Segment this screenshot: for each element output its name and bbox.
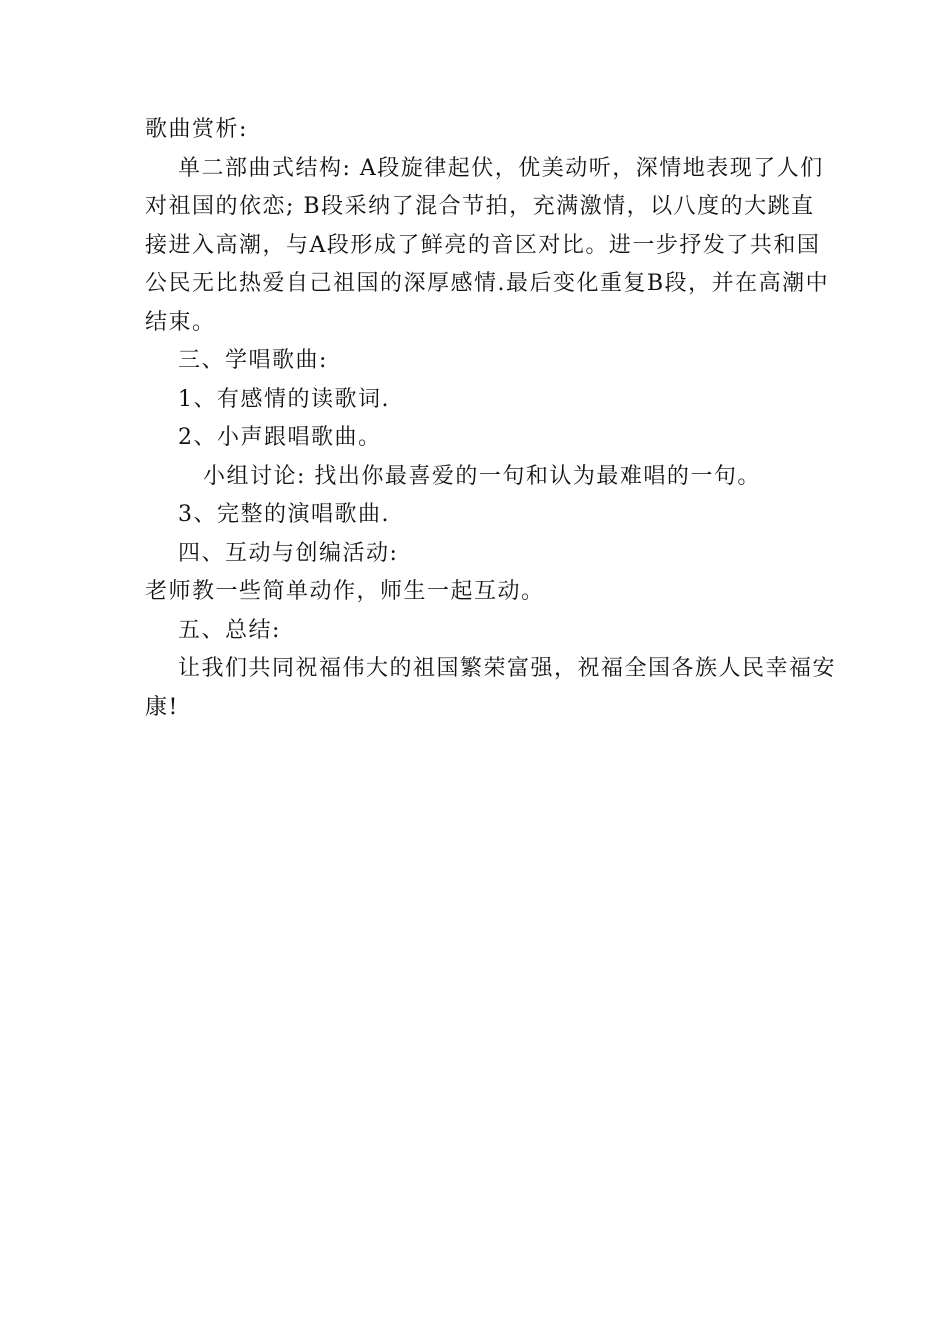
section-heading-song-appreciation: 歌曲赏析: (145, 117, 248, 142)
paragraph-line: 老师教一些简单动作，师生一起互动。 (145, 579, 545, 604)
paragraph-line: 结束。 (145, 309, 216, 335)
section-heading-interaction: 四、互动与创编活动: (178, 540, 399, 566)
group-discussion-line: 小组讨论: 找出你最喜爱的一句和认为最难唱的一句。 (203, 463, 761, 489)
paragraph-line: 公民无比热爱自己祖国的深厚感情.最后变化重复B段，并在高潮中 (145, 271, 830, 296)
paragraph-line: 单二部曲式结构: A段旋律起伏，优美动听，深情地表现了人们 (178, 155, 824, 181)
document-body (145, 111, 837, 727)
section-heading-summary: 五、总结: (178, 617, 281, 643)
paragraph-line: 接进入高潮，与A段形成了鲜亮的音区对比。进一步抒发了共和国 (145, 232, 821, 258)
paragraph-line: 康! (145, 694, 179, 720)
section-heading-learn-song: 三、学唱歌曲: (178, 348, 328, 373)
list-item: 2、小声跟唱歌曲。 (178, 425, 382, 450)
list-item: 1、有感情的读歌词. (178, 386, 390, 412)
paragraph-line: 对祖国的依恋; B段采纳了混合节拍，充满激情，以八度的大跳直 (145, 194, 815, 219)
paragraph-line: 让我们共同祝福伟大的祖国繁荣富强，祝福全国各族人民幸福安 (178, 656, 837, 681)
list-item: 3、完整的演唱歌曲. (178, 502, 390, 527)
